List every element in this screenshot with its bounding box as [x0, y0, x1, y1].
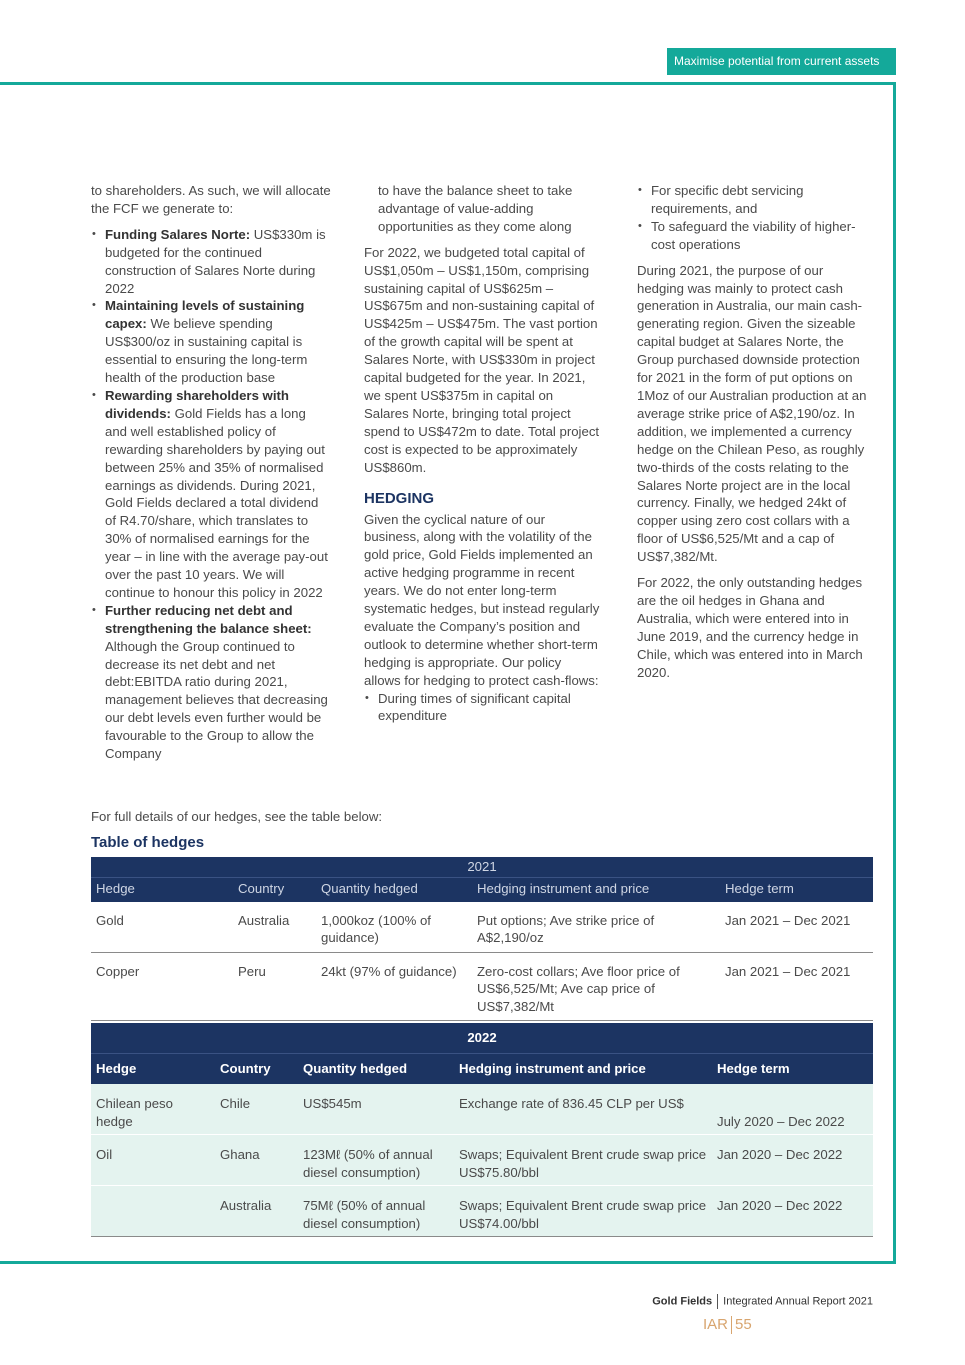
column-header: Hedge: [91, 1054, 215, 1085]
frame-top-rule: [0, 82, 896, 85]
page-divider: [731, 1316, 732, 1334]
column-header: Hedge term: [720, 878, 873, 902]
table-cell: Put options; Ave strike price of A$2,190/oz: [472, 902, 720, 953]
list-item-text: We believe spending US$300/oz in sustaining capital is essential to ensuring the long-term health of the production base: [105, 316, 308, 386]
table-cell: Exchange rate of 836.45 CLP per US$: [454, 1084, 712, 1135]
section-abbrev: IAR: [703, 1316, 729, 1333]
column-header: Hedge: [91, 878, 233, 902]
table-row: [91, 1135, 873, 1186]
list-item: [91, 387, 331, 602]
list-item: [91, 297, 331, 387]
column-header: Hedging instrument and price: [472, 878, 720, 902]
table-cell: Gold: [91, 902, 233, 953]
paragraph: For 2022, we budgeted total capital of US$1,050m – US$1,150m, comprising sustaining capital of US$625m – US$675m and non-sustaining capital of US$425m – US$475m. The vast portion of the growth capital will be spent at Salares Norte, with US$330m in project capital budgeted for the year. In 2021, we spent US$375m in capital on Salares Norte, bringing total project spend to US$472m to date. Total project cost is expected to be approximately US$860m.: [364, 244, 600, 475]
table-cell: 1,000koz (100% of guidance): [316, 902, 472, 953]
column-header: Hedge term: [712, 1054, 873, 1085]
page-number: 55: [735, 1316, 752, 1333]
column-header: Quantity hedged: [316, 878, 472, 902]
table-cell: Australia: [215, 1186, 298, 1237]
table-year-header: 2022: [91, 1023, 873, 1054]
table-row: [91, 952, 873, 1021]
page-number-block: [703, 1316, 752, 1334]
column-header: Quantity hedged: [298, 1054, 454, 1085]
bullet-list: [364, 690, 600, 726]
section-tag: Maximise potential from current assets: [667, 48, 896, 75]
table-cell: Australia: [233, 902, 316, 953]
table-cell: Swaps; Equivalent Brent crude swap price US$74.00/bbl: [454, 1186, 712, 1237]
text-column-3: [637, 182, 873, 689]
footer: [652, 1294, 873, 1309]
paragraph: to shareholders. As such, we will allocate the FCF we generate to:: [91, 183, 331, 216]
list-item: [91, 226, 331, 298]
list-item-continuation: to have the balance sheet to take advantage of value-adding opportunities as they come along: [378, 183, 573, 234]
table-cell: Jan 2021 – Dec 2021: [720, 952, 873, 1021]
list-item: • During times of significant capital expenditure: [364, 690, 600, 726]
list-item: • To safeguard the viability of higher-cost operations: [637, 218, 873, 254]
column-header: Country: [215, 1054, 298, 1085]
list-item-lead: Funding Salares Norte:: [105, 226, 251, 242]
list-item-lead: Maintaining levels of sustaining capex:: [105, 298, 305, 332]
table-cell: US$545m: [298, 1084, 454, 1135]
table-cell: Swaps; Equivalent Brent crude swap price US$75.80/bbl: [454, 1135, 712, 1186]
footer-divider: [717, 1294, 718, 1309]
table-title: Table of hedges: [91, 834, 205, 851]
footer-brand: Gold Fields: [652, 1295, 713, 1308]
section-heading: HEDGING: [364, 489, 435, 507]
table-cell: Peru: [233, 952, 316, 1021]
table-cell: [91, 1186, 215, 1237]
paragraph: Given the cyclical nature of our business, along with the volatility of the gold price, Gold Fields implemented an active hedging programme in recent years. We do not enter long-term systematic hedges, but instead regularly evaluate the Company’s position and outlook to determine whether short-term hedging is appropriate. Our policy allows for hedging to protect cash-flows:: [364, 511, 600, 688]
table-row: [91, 1186, 873, 1237]
list-item: • For specific debt servicing requirements, and: [637, 182, 873, 218]
table-intro: For full details of our hedges, see the table below:: [91, 809, 383, 824]
table-row: [91, 1084, 873, 1135]
table-cell: Jan 2020 – Dec 2022: [712, 1186, 873, 1237]
bullet-list: [91, 226, 331, 763]
table-cell: Chilean peso hedge: [91, 1084, 215, 1135]
text-column-1: [91, 182, 331, 763]
list-item: [91, 602, 331, 763]
hedges-table-2022: [91, 1023, 873, 1237]
column-header: Hedging instrument and price: [454, 1054, 712, 1085]
paragraph: For 2022, the only outstanding hedges are the oil hedges in Ghana and Australia, which were entered into in June 2019, and the currency hedge in Chile, which was entered into in March 2020.: [637, 575, 863, 680]
table-cell: 24kt (97% of guidance): [316, 952, 472, 1021]
list-item-text: Gold Fields has a long and well established policy of rewarding shareholders by paying out between 25% and 35% of normalised earnings as dividends. During 2021, Gold Fields declared a total dividend of R4.70/share, which translates to 30% of normalised earnings for the year – in line with the average pay-out over the past 10 years. We will continue to honour this policy in 2022: [105, 405, 328, 600]
list-item-lead: Further reducing net debt and strengthening the balance sheet:: [105, 602, 312, 636]
table-cell: Jan 2021 – Dec 2021: [720, 902, 873, 953]
list-item-lead: Rewarding shareholders with dividends:: [105, 387, 289, 421]
table-row: [91, 902, 873, 953]
table-cell: Copper: [91, 952, 233, 1021]
table-cell: Ghana: [215, 1135, 298, 1186]
list-item-text: US$330m is budgeted for the continued construction of Salares Norte during 2022: [105, 226, 326, 296]
table-cell: 75Mℓ (50% of annual diesel consumption): [298, 1186, 454, 1237]
text-column-2: [364, 182, 600, 725]
table-cell: July 2020 – Dec 2022: [712, 1084, 873, 1135]
table-cell: Jan 2020 – Dec 2022: [712, 1135, 873, 1186]
footer-report-title: Integrated Annual Report 2021: [723, 1295, 873, 1308]
table-cell: Chile: [215, 1084, 298, 1135]
frame-right-rule: [893, 82, 896, 1264]
paragraph: During 2021, the purpose of our hedging was mainly to protect cash generation in Australia, our main cash-generating region. Given the sizeable capital budget at Salares Norte, the Group purchased downside protection for 2021 in the form of put options on 1Moz of our Australian production at an average strike price of A$2,190/oz. In addition, we implemented a currency hedge on the Chilean Peso, as roughly two-thirds of the costs relating to the Salares Norte project are in the local currency. Finally, we hedged 24kt of copper using zero cost collars with a floor of US$6,525/Mt and a cap of US$7,382/Mt.: [637, 262, 867, 565]
table-cell: Oil: [91, 1135, 215, 1186]
column-header: Country: [233, 878, 316, 902]
bullet-list: [637, 182, 873, 254]
table-cell: Zero-cost collars; Ave floor price of US$6,525/Mt; Ave cap price of US$7,382/Mt: [472, 952, 720, 1021]
table-year-header: 2021: [91, 857, 873, 878]
frame-bottom-rule: [0, 1261, 896, 1264]
list-item-text: Although the Group continued to decrease its net debt and net debt:EBITDA ratio during 2021, management believes that decreasing our debt levels even further would be favourable to the Group to allow the Company: [105, 638, 328, 762]
hedges-table-2021: [91, 857, 873, 1021]
table-cell: 123Mℓ (50% of annual diesel consumption): [298, 1135, 454, 1186]
